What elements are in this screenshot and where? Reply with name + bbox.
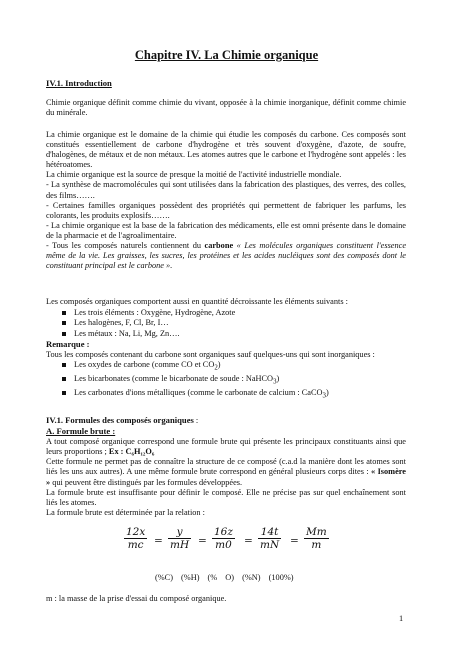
fraction-total: $\frac{Mm}{m}$ (306, 526, 327, 552)
page-title: Chapitre IV. La Chimie organique (134, 48, 319, 62)
elements-list (46, 308, 406, 339)
equals-sign: = (290, 535, 299, 547)
list-item: Les métaux : Na, Li, Mg, Zn…. (46, 329, 406, 339)
mass-definition: m : la masse de la prise d'essai du composé organique. (46, 594, 227, 603)
equals-sign: = (198, 535, 207, 547)
page-number: 1 (399, 614, 404, 623)
fraction-hydrogen: $\frac{y}{mH}$ (170, 526, 190, 552)
fraction-carbon: $\frac{12x}{mc}$ (126, 526, 146, 552)
fraction-nitrogen: $\frac{14t}{mN}$ (260, 526, 280, 552)
list-item: Les trois éléments : Oxygène, Hydrogène, Azote (46, 308, 406, 318)
fraction-oxygen: $\frac{16z}{m0}$ (214, 526, 233, 552)
section-heading-introduction: IV.1. Introduction (46, 78, 112, 88)
equals-sign: = (244, 535, 253, 547)
list-item: Les halogènes, F, Cl, Br, I… (46, 318, 406, 328)
list-item: Les carbonates d'ions métalliques (comme le carbonate de calcium : CaCO$_3$) (46, 388, 406, 402)
elements-section (46, 297, 406, 401)
intro-paragraph-1: La chimie organique est le domaine de la chimie qui étudie les composés du carbone. Ces composés sont constitués essentiellement de carbone d'hydrogène et très souvent d'oxygène, d'azote, de soufre, d'halogènes, de métaux et de non métaux. Les atomes autres que le carbone et l'hydrogène sont appelés : les hétéroatomes. (46, 130, 406, 170)
formula-paragraph-4: La formule brute est déterminée par la relation : (46, 507, 205, 517)
intro-paragraphs (46, 130, 406, 271)
intro-paragraph-6: - Tous les composés naturels contiennent du carbone « Les molécules organiques constituent l'essence même de la vie. Les graisses, les sucres, les protéines et les acides nucléiques sont des composés dont le constituant principal est le carbone ». (46, 241, 406, 271)
section-heading-formulas: IV.1. Formules des composés organiques : (46, 415, 199, 425)
intro-paragraph-5: - La chimie organique est la base de la fabrication des médicaments, elle est omni présente dans le domaine de la pharmacie et de l'agroalimentaire. (46, 220, 406, 240)
formula-paragraph-3: La formule brute est insuffisante pour définir le composé. Elle ne précise pas sur quel enchaînement sont liés les atomes. (46, 487, 406, 507)
list-item: Les bicarbonates (comme le bicarbonate de soude : NaHCO$_3$) (46, 374, 406, 388)
remark-list (46, 360, 406, 402)
equals-sign: = (154, 535, 163, 547)
formula-relation (124, 527, 339, 567)
list-item: Les oxydes de carbone (comme CO et $CO_2$) (46, 360, 406, 374)
intro-paragraph-3: - La synthèse de macromolécules qui sont utilisées dans la fabrication des plastiques, des verres, des colles, des films……. (46, 180, 406, 200)
remark-heading: Remarque : (46, 338, 90, 349)
formulas-section (46, 415, 406, 518)
intro-paragraph-4: - Certaines familles organiques possèdent des propriétés qui permettent de fabriquer les parfums, les colorants, les produits explosifs……. (46, 200, 406, 220)
remark-text: Tous les composés contenant du carbone sont organiques sauf quelques-uns qui sont inorganiques : (46, 349, 375, 359)
formula-paragraph-2: Cette formule ne permet pas de connaître la structure de ce composé (c.a.d la manière dont les atomes sont liés les uns aux autres). A une même formule brute correspond en général plusieurs corps dites : « Isomère » qui peuvent être distingués par les formules développées. (46, 457, 406, 487)
intro-definition: Chimie organique définit comme chimie du vivant, opposée à la chimie inorganique, définit comme chimie du minérale. (46, 98, 406, 118)
elements-lead: Les composés organiques comportent aussi en quantité décroissante les éléments suivants : (46, 297, 348, 306)
formula-paragraph-1: A tout composé organique correspond une formule brute qui présente les principaux constituants ainsi que leurs proportions ; Ex : C₆H₁₂O₆ (46, 437, 406, 457)
intro-paragraph-2: La chimie organique est la source de presque la moitié de l'activité industrielle mondiale. (46, 170, 342, 180)
subheading-formule-brute: A. Formule brute : (46, 426, 116, 437)
percent-row: (%C) (%H) (% O) (%N) (100%) (155, 573, 294, 582)
